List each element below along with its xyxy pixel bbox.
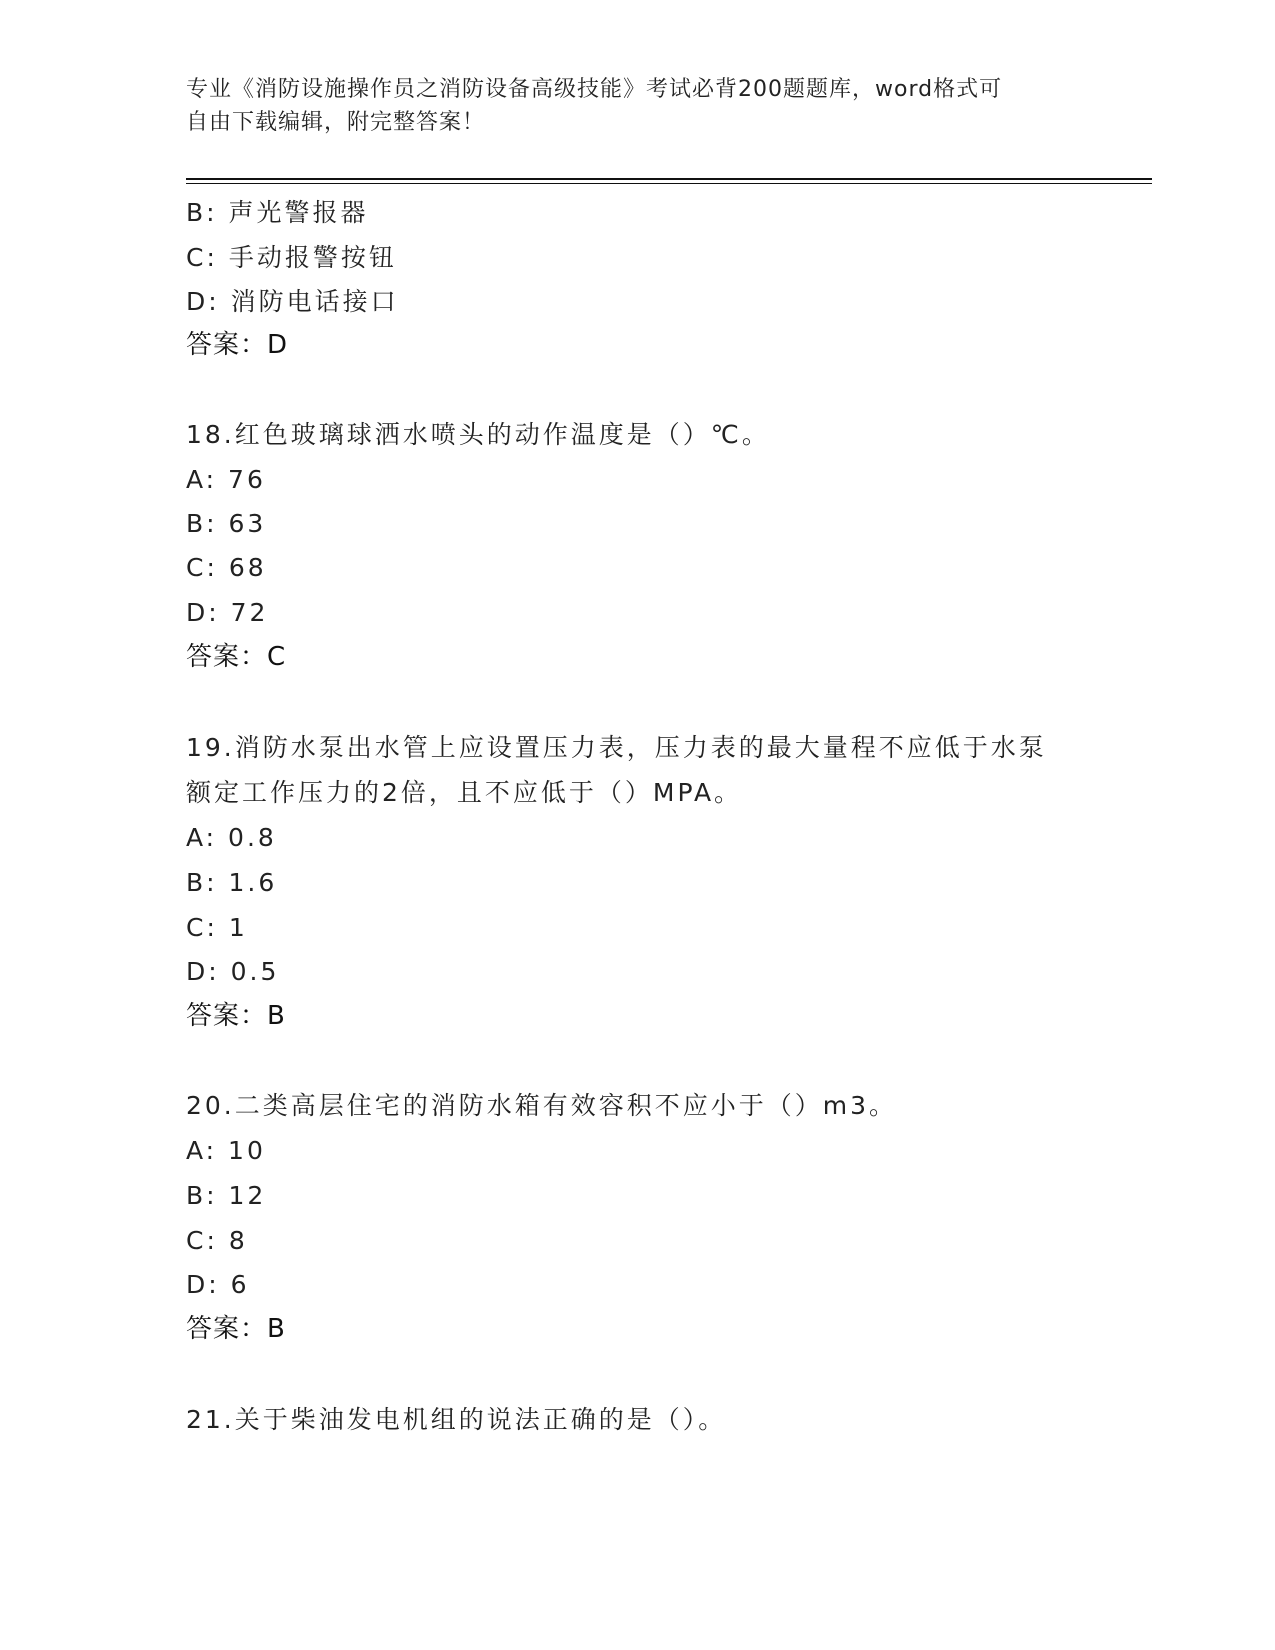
q19-answer: 答案：B — [186, 1001, 286, 1031]
document-header — [186, 73, 1086, 139]
q18-answer: 答案：C — [186, 642, 287, 672]
header-divider-thin — [186, 183, 1152, 184]
q20-question: 20.二类高层住宅的消防水箱有效容积不应小于（）m3。 — [186, 1091, 898, 1120]
q19-option-a: A: 0.8 — [186, 823, 277, 852]
q19-option-d: D: 0.5 — [186, 957, 280, 986]
q18-option-d: D: 72 — [186, 598, 269, 627]
q20-option-d: D: 6 — [186, 1270, 250, 1299]
q19-question-line-1: 19.消防水泵出水管上应设置压力表，压力表的最大量程不应低于水泵 — [186, 733, 1047, 762]
q17-option-b: B: 声光警报器 — [186, 198, 369, 227]
header-title-line-2: 自由下载编辑，附完整答案！ — [186, 110, 486, 135]
q19-question-line-2: 额定工作压力的2倍，且不应低于（）MPA。 — [186, 778, 743, 807]
q17-option-c: C: 手动报警按钮 — [186, 243, 397, 272]
q20-option-c: C: 8 — [186, 1226, 248, 1255]
q20-answer: 答案：B — [186, 1314, 286, 1344]
q19-option-b: B: 1.6 — [186, 868, 278, 897]
q18-option-a: A: 76 — [186, 465, 266, 494]
q18-option-c: C: 68 — [186, 553, 267, 582]
q17-option-d: D: 消防电话接口 — [186, 287, 399, 316]
header-divider-thick — [186, 178, 1152, 180]
q19-option-c: C: 1 — [186, 913, 248, 942]
q21-question: 21.关于柴油发电机组的说法正确的是（）。 — [186, 1405, 727, 1434]
q17-answer: 答案：D — [186, 330, 289, 360]
q18-option-b: B: 63 — [186, 509, 267, 538]
q20-option-b: B: 12 — [186, 1181, 267, 1210]
header-title-line-1: 专业《消防设施操作员之消防设备高级技能》考试必背200题题库，word格式可 — [186, 77, 1003, 102]
q20-option-a: A: 10 — [186, 1136, 266, 1165]
q18-question: 18.红色玻璃球洒水喷头的动作温度是（）℃。 — [186, 420, 770, 449]
